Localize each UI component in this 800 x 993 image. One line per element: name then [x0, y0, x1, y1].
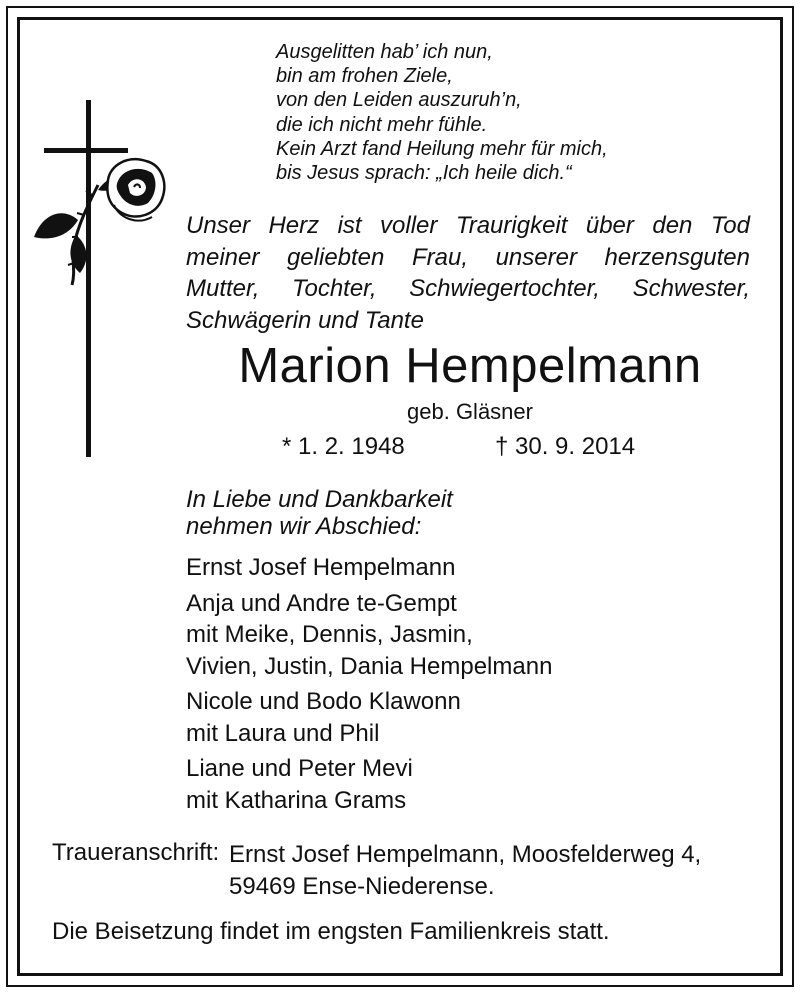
birth-date: * 1. 2. 1948 — [282, 433, 405, 460]
intro-line: Mutter, Tochter, Schwiegertochter, Schwester, — [186, 275, 750, 302]
poem-line: die ich nicht mehr fühle. — [276, 113, 488, 136]
address-line: 59469 Ense-Niederense. — [229, 872, 495, 900]
poem-line: bin am frohen Ziele, — [276, 65, 453, 88]
deceased-name: Marion Hempelmann — [238, 339, 702, 393]
intro-line: Unser Herz ist voller Traurigkeit über den Tod — [186, 212, 750, 239]
death-date: † 30. 9. 2014 — [495, 433, 636, 460]
rose-icon — [34, 159, 164, 285]
mourner-line: Nicole und Bodo Klawonn — [186, 688, 461, 715]
mourner-group — [186, 588, 552, 683]
mourner-group — [186, 552, 552, 584]
poem-line: von den Leiden auszuruh’n, — [276, 89, 522, 112]
farewell-line: In Liebe und Dankbarkeit — [186, 486, 453, 513]
intro-line: Schwägerin und Tante — [186, 306, 424, 334]
mourner-group — [186, 753, 552, 816]
address-label: Traueranschrift: — [52, 839, 220, 866]
maiden-name: geb. Gläsner — [407, 399, 533, 424]
burial-note: Die Beisetzung findet im engsten Familienkreis statt. — [52, 918, 610, 945]
mourner-line: mit Meike, Dennis, Jasmin, — [186, 621, 473, 648]
mourner-group — [186, 686, 552, 749]
address-line: Ernst Josef Hempelmann, Moosfelderweg 4, — [229, 841, 702, 868]
poem-line: bis Jesus sprach: „Ich heile dich.“ — [276, 161, 572, 184]
intro-line: meiner geliebten Frau, unserer herzensguten — [186, 243, 750, 271]
poem-line: Kein Arzt fand Heilung mehr für mich, — [276, 137, 608, 160]
farewell-line: nehmen wir Abschied: — [186, 513, 422, 540]
mourner-line: Vivien, Justin, Dania Hempelmann — [186, 652, 553, 680]
mourner-line: mit Katharina Grams — [186, 786, 407, 814]
mourning-address — [229, 839, 701, 902]
mourner-line: Anja und Andre te-Gempt — [186, 589, 457, 617]
poem — [276, 40, 608, 185]
mourner-line: mit Laura und Phil — [186, 719, 380, 747]
farewell-text — [186, 486, 453, 540]
mourners-list — [186, 552, 552, 820]
intro-text — [186, 210, 750, 336]
poem-line: Ausgelitten hab’ ich nun, — [276, 41, 493, 63]
mourner-line: Liane und Peter Mevi — [186, 755, 413, 782]
mourner-line: Ernst Josef Hempelmann — [186, 554, 456, 581]
